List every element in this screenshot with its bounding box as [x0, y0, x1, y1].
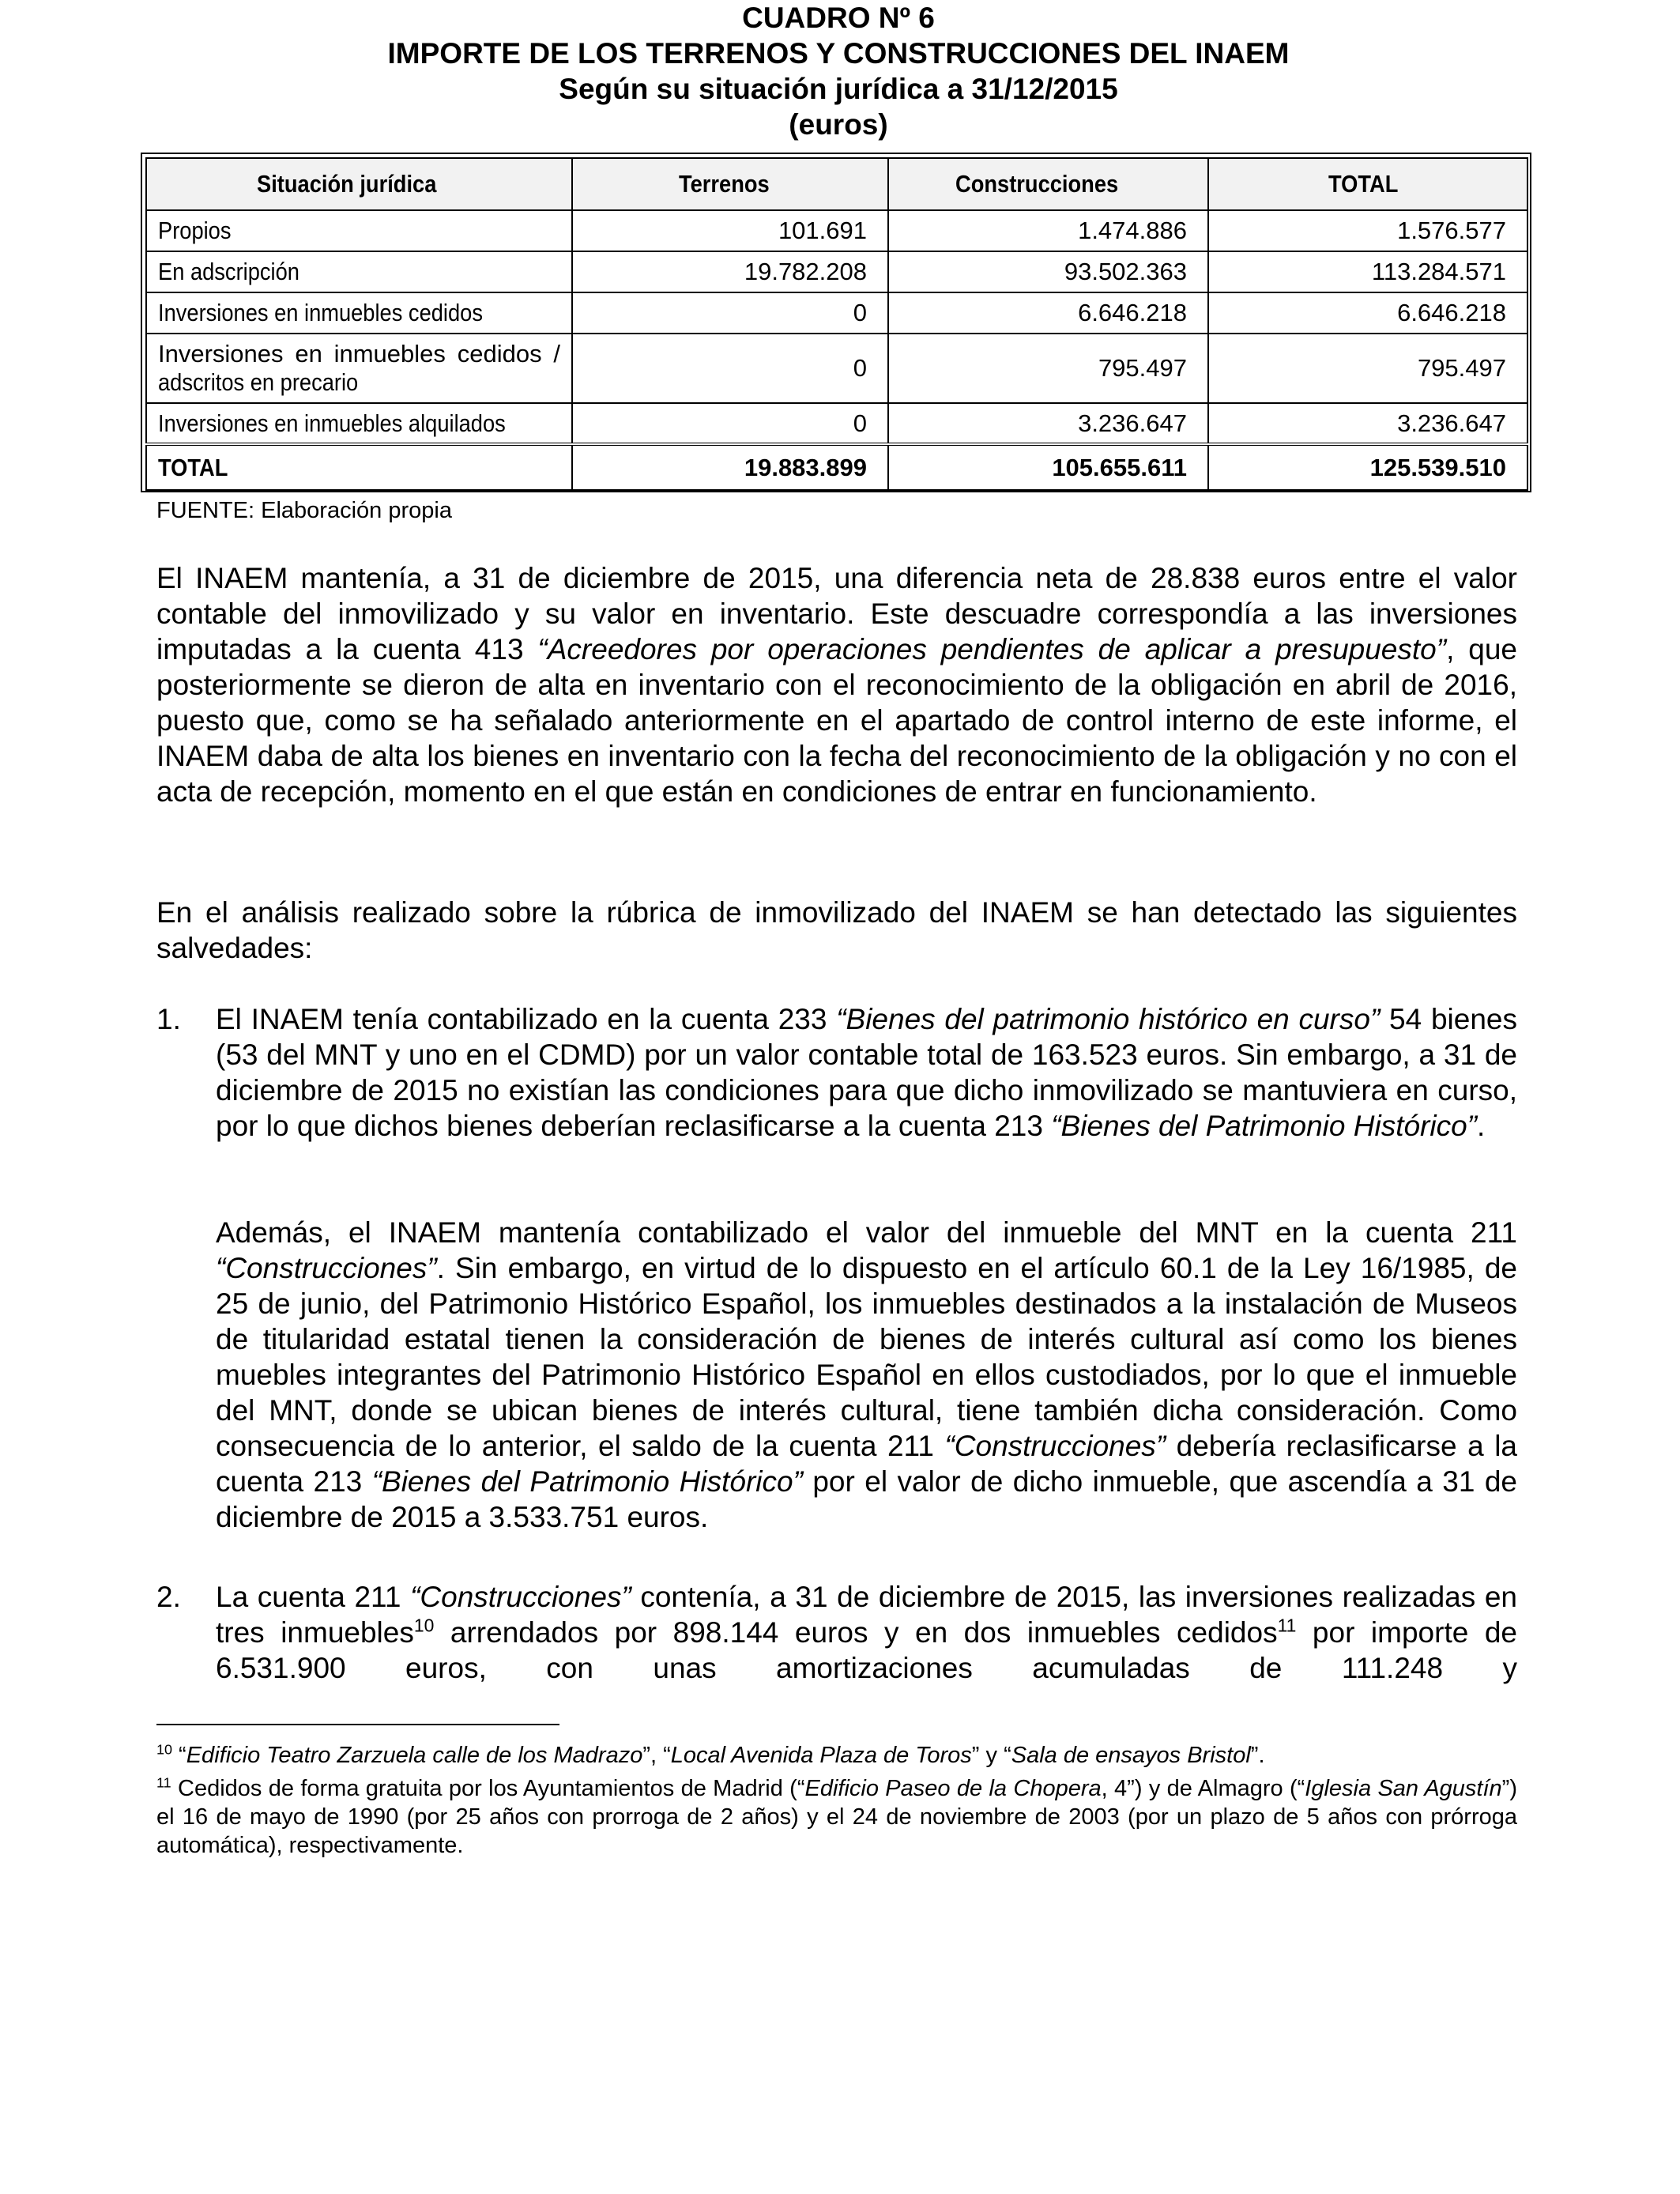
list-number: 2.	[156, 1581, 181, 1613]
cell-total: 1.576.577	[1208, 210, 1527, 251]
title-line-2: IMPORTE DE LOS TERRENOS Y CONSTRUCCIONES DEL INAEM	[387, 37, 1290, 70]
total-label: TOTAL	[146, 444, 572, 490]
table-header-row	[146, 158, 1527, 210]
table-source: FUENTE: Elaboración propia	[156, 498, 452, 523]
title-line-4: (euros)	[789, 108, 888, 141]
cell-terrenos: 101.691	[572, 210, 888, 251]
data-table	[145, 157, 1528, 491]
row-label: Inversiones en inmuebles cedidos	[146, 292, 572, 334]
cell-terrenos: 0	[572, 334, 888, 403]
paragraph-1: El INAEM mantenía, a 31 de diciembre de 2015, una diferencia neta de 28.838 euros entre el valor contable del inmovilizado y su valor en inventario. Este descuadre correspondía a las inversiones imputadas a la cuenta 413 “Acreedores por operaciones pendientes de aplicar a presupuesto”, que posteriormente se dieron de alta en inventario con el reconocimiento de la obligación en abril de 2016, puesto que, como se ha señalado anteriormente en el apartado de control interno de este informe, el INAEM daba de alta los bienes en inventario con la fecha del reconocimiento de la obligación y no con el acta de recepción, momento en el que están en condiciones de entrar en funcionamiento.	[156, 562, 1517, 808]
table-row	[146, 292, 1527, 334]
total-total: 125.539.510	[1208, 444, 1527, 490]
cell-construcciones: 3.236.647	[888, 403, 1208, 444]
table-row	[146, 334, 1527, 403]
table-row	[146, 210, 1527, 251]
list-number: 1.	[156, 1003, 181, 1035]
row-label: Inversiones en inmuebles alquilados	[146, 403, 572, 444]
cell-total: 795.497	[1208, 334, 1527, 403]
header-construcciones: Construcciones	[888, 158, 1208, 210]
footnote-separator	[156, 1724, 559, 1725]
footnote-11: $^{11}$ Cedidos de forma gratuita por los Ayuntamientos de Madrid (“Edificio Paseo de la Chopera, 4”) y de Almagro (“Iglesia San Agustín”) el 16 de mayo de 1990 (por 25 años con prorroga de 2 años) y el 24 de noviembre de 2003 (por un plazo de 5 años con prórroga automática), respectivamente.	[156, 1774, 1517, 1858]
title-line-1: CUADRO Nº 6	[742, 2, 935, 34]
table-row	[146, 251, 1527, 292]
total-terrenos: 19.883.899	[572, 444, 888, 490]
cell-total: 6.646.218	[1208, 292, 1527, 334]
footnote-10: $^{10}$ “Edificio Teatro Zarzuela calle de los Madrazo”, “Local Avenida Plaza de Toros” y “Sala de ensayos Bristol”.	[156, 1741, 1265, 1768]
table-frame	[141, 153, 1531, 492]
title-line-3: Según su situación jurídica a 31/12/2015	[559, 73, 1118, 105]
table-row	[146, 403, 1527, 444]
total-construcciones: 105.655.611	[888, 444, 1208, 490]
cell-construcciones: 795.497	[888, 334, 1208, 403]
header-situacion: Situación jurídica	[146, 158, 572, 210]
cell-terrenos: 0	[572, 403, 888, 444]
table-title	[142, 0, 1535, 142]
row-label: En adscripción	[146, 251, 572, 292]
cell-terrenos: 19.782.208	[572, 251, 888, 292]
cell-total: 3.236.647	[1208, 403, 1527, 444]
header-total: TOTAL	[1208, 158, 1527, 210]
footnote-ref-10[interactable]: 10	[413, 1615, 435, 1636]
list-text: La cuenta 211 “Construcciones” contenía, a 31 de diciembre de 2015, las inversiones realizadas en tres inmuebles$^{10}$ arrendados por 898.144 euros y en dos inmuebles cedidos$^{11}$ por importe de 6.531.900 euros, con unas amortizaciones acumuladas de 111.248 y	[216, 1581, 1517, 1684]
row-label-line-2: adscritos en precario	[158, 368, 359, 396]
cell-total: 113.284.571	[1208, 251, 1527, 292]
table-total-row	[146, 444, 1527, 490]
list-item-1-continuation: Además, el INAEM mantenía contabilizado el valor del inmueble del MNT en la cuenta 211 “Construcciones”. Sin embargo, en virtud de lo dispuesto en el artículo 60.1 de la Ley 16/1985, de 25 de junio, del Patrimonio Histórico Español, los inmuebles destinados a la instalación de Museos de titularidad estatal tienen la consideración de bienes de interés cultural así como los bienes muebles integrantes del Patrimonio Histórico Español en ellos custodiados, por lo que el inmueble del MNT, donde se ubican bienes de interés cultural, tiene también dicha consideración. Como consecuencia de lo anterior, el saldo de la cuenta 211 “Construcciones” debería reclasificarse a la cuenta 213 “Bienes del Patrimonio Histórico” por el valor de dicho inmueble, que ascendía a 31 de diciembre de 2015 a 3.533.751 euros.	[216, 1216, 1517, 1533]
cell-construcciones: 6.646.218	[888, 292, 1208, 334]
footnote-ref-11[interactable]: 11	[1277, 1615, 1297, 1636]
cell-construcciones: 1.474.886	[888, 210, 1208, 251]
row-label: Inversiones en inmuebles cedidos / adscritos en precario	[146, 334, 572, 403]
cell-construcciones: 93.502.363	[888, 251, 1208, 292]
row-label: Propios	[146, 210, 572, 251]
cell-terrenos: 0	[572, 292, 888, 334]
list-text: El INAEM tenía contabilizado en la cuenta 233 “Bienes del patrimonio histórico en curso” 54 bienes (53 del MNT y uno en el CDMD) por un valor contable total de 163.523 euros. Sin embargo, a 31 de diciembre de 2015 no existían las condiciones para que dicho inmovilizado se mantuviera en curso, por lo que dichos bienes deberían reclasificarse a la cuenta 213 “Bienes del Patrimonio Histórico”.	[216, 1003, 1517, 1142]
paragraph-2: En el análisis realizado sobre la rúbrica de inmovilizado del INAEM se han detectado las siguientes salvedades:	[156, 896, 1517, 964]
header-terrenos: Terrenos	[572, 158, 888, 210]
